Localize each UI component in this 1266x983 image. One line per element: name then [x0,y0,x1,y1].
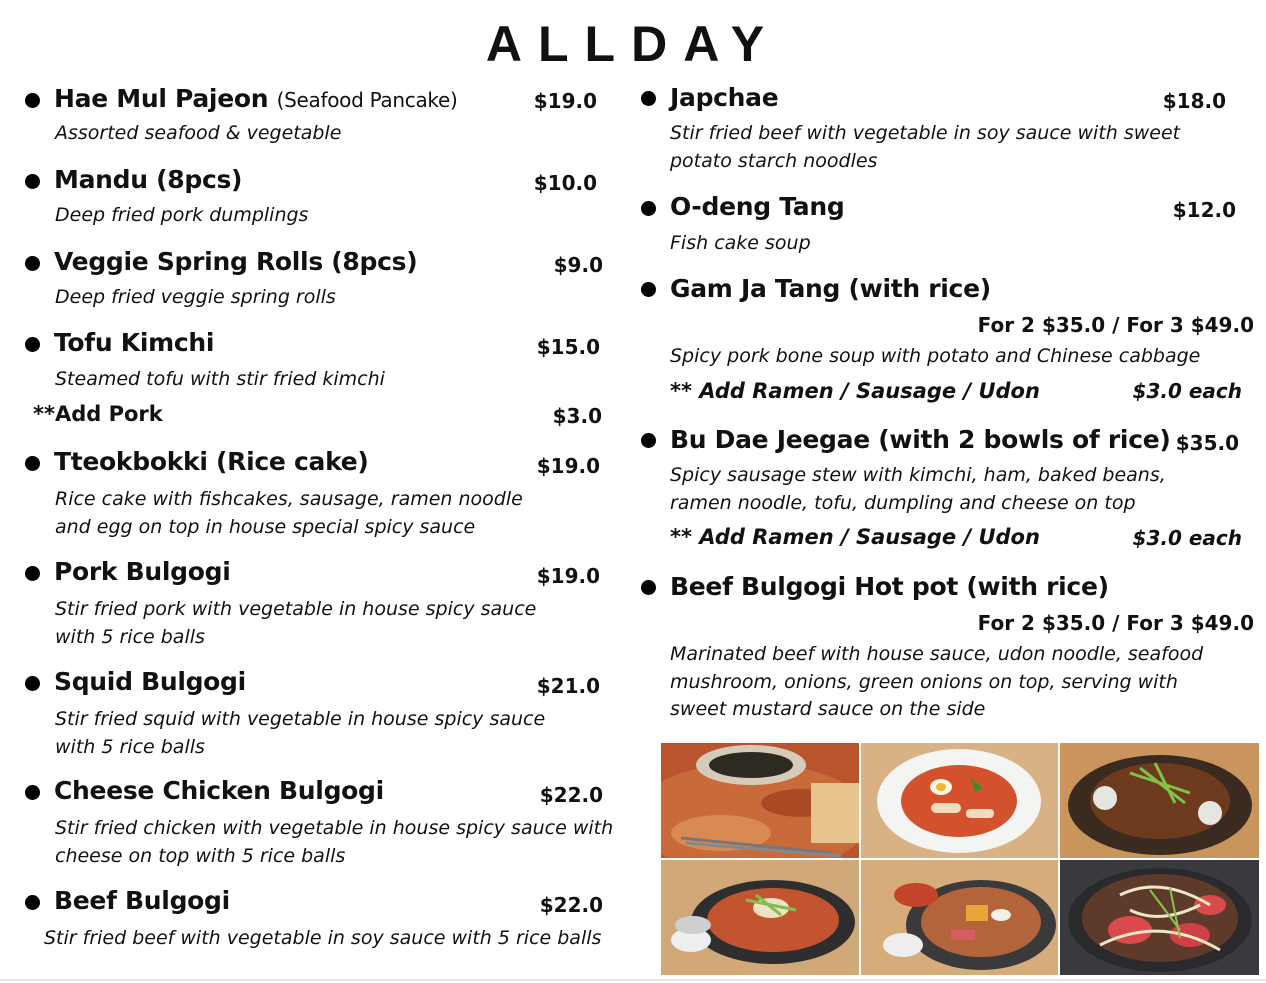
menu-item-description: Deep fried pork dumplings [55,204,309,226]
menu-item-price: $19.0 [536,454,600,478]
budae-jjigae-photo [861,860,1058,975]
bullet-icon [25,174,40,189]
bottom-divider [0,979,1266,981]
menu-item-addon: ** Add Ramen / Sausage / Udon [670,525,1040,549]
bullet-icon [641,201,656,216]
beef-bulgogi-hotpot-photo [1060,860,1259,975]
item-name-subtitle: (Seafood Pancake) [276,88,458,112]
bullet-icon [25,93,40,108]
menu-item-description: Deep fried veggie spring rolls [55,286,336,308]
bullet-icon [25,456,40,471]
bulgogi-hotplate-photo [1060,743,1259,858]
menu-item-addon-price: $3.0 each [1132,526,1242,550]
menu-item-price: For 2 $35.0 / For 3 $49.0 [977,313,1254,337]
bullet-icon [641,433,656,448]
menu-item-description: Spicy pork bone soup with potato and Chinese cabbage [670,345,1201,367]
menu-title: ALLDAY [485,16,781,72]
menu-item-addon-price: $3.0 each [1132,379,1242,403]
tteokbokki-photo [861,743,1058,858]
menu-item-name: Bu Dae Jeegae (with 2 bowls of rice) [670,425,1171,454]
menu-item-description: Marinated beef with house sauce, udon noodle, seafood mushroom, onions, green onions on top, serving with sweet mustard sauce on the side [670,643,1204,720]
bullet-icon [641,580,656,595]
menu-item-price: $18.0 [1162,89,1226,113]
menu-item-price: $15.0 [536,335,600,359]
menu-item-description: Stir fried squid with vegetable in house spicy sauce with 5 rice balls [55,708,546,758]
item-name-text: Hae Mul Pajeon [54,84,269,113]
menu-item-price: $35.0 [1175,431,1239,455]
menu-item-description: Assorted seafood & vegetable [55,122,342,144]
menu-item-addon: **Add Pork [33,402,163,426]
menu-item-price: $21.0 [536,674,600,698]
menu-item-price: $9.0 [553,253,603,277]
menu-item-price: $19.0 [533,89,597,113]
bullet-icon [641,91,656,106]
menu-item-name: Beef Bulgogi Hot pot (with rice) [670,572,1109,601]
seafood-pancake-photo [661,743,859,858]
menu-item-name: Tofu Kimchi [54,328,215,357]
menu-item-name [54,84,458,115]
menu-item-description: Fish cake soup [670,232,811,254]
menu-item-price: $12.0 [1172,198,1236,222]
bullet-icon [25,785,40,800]
menu-item-description: Steamed tofu with stir fried kimchi [55,368,385,390]
menu-item-description: Stir fried beef with vegetable in soy sauce with 5 rice balls [44,927,602,949]
menu-item-name: O-deng Tang [670,192,845,221]
bullet-icon [25,566,40,581]
menu-item-name: Squid Bulgogi [54,667,246,696]
gamjatang-photo [661,860,859,975]
menu-item-addon-price: $3.0 [552,404,602,428]
menu-item-price: For 2 $35.0 / For 3 $49.0 [977,611,1254,635]
menu-item-name: Beef Bulgogi [54,886,230,915]
menu-item-name: Tteokbokki (Rice cake) [54,447,369,476]
food-photo-grid [661,743,1259,975]
menu-item-price: $22.0 [539,893,603,917]
bullet-icon [25,337,40,352]
menu-item-name: Cheese Chicken Bulgogi [54,776,384,805]
bullet-icon [641,282,656,297]
menu-item-price: $10.0 [533,171,597,195]
menu-item-description: Rice cake with fishcakes, sausage, ramen noodle and egg on top in house special spicy sauce [55,488,523,538]
menu-item-name: Gam Ja Tang (with rice) [670,274,991,303]
bullet-icon [25,895,40,910]
menu-item-description: Stir fried pork with vegetable in house spicy sauce with 5 rice balls [55,598,537,648]
menu-item-description: Stir fried beef with vegetable in soy sauce with sweet potato starch noodles [670,122,1181,172]
menu-item-name: Mandu (8pcs) [54,165,243,194]
menu-item-name: Pork Bulgogi [54,557,231,586]
menu-item-name: Veggie Spring Rolls (8pcs) [54,247,418,276]
bullet-icon [25,676,40,691]
menu-item-name: Japchae [670,83,779,112]
bullet-icon [25,256,40,271]
menu-item-addon: ** Add Ramen / Sausage / Udon [670,379,1040,403]
menu-item-description: Stir fried chicken with vegetable in house spicy sauce with cheese on top with 5 rice balls [55,817,614,867]
menu-item-description: Spicy sausage stew with kimchi, ham, baked beans, ramen noodle, tofu, dumpling and cheese on top [670,464,1166,514]
menu-item-price: $19.0 [536,564,600,588]
menu-item-price: $22.0 [539,783,603,807]
